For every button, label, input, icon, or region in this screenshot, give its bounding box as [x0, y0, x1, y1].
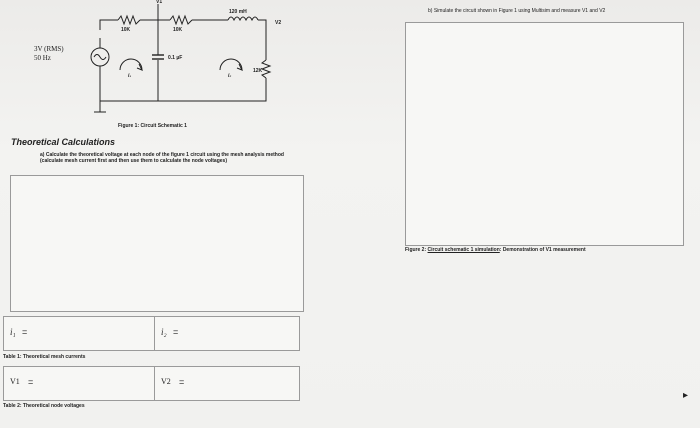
i1-label: i₁ [10, 327, 16, 337]
v1-label: V1 [10, 377, 20, 386]
v2-label: V2 [161, 377, 171, 386]
node-v1-label: V1 [156, 0, 163, 5]
table2-cell-v1[interactable] [4, 367, 151, 400]
resistor-r1-label: 10K [121, 27, 131, 33]
figure2-caption [405, 247, 586, 253]
table1-caption: Table 1: Theoretical mesh currents [3, 354, 86, 360]
node-v2-label: V2 [275, 20, 282, 26]
mesh-current-2-label: i₂ [228, 73, 232, 79]
i2-equals: = [173, 327, 179, 337]
table2-cell-v2[interactable] [155, 367, 299, 400]
mesh-current-1-label: i₁ [128, 73, 132, 79]
table1-cell-i1[interactable] [4, 317, 151, 350]
inductor-label: 120 mH [229, 9, 247, 15]
table2-caption: Table 2: Theoretical node voltages [3, 403, 85, 409]
i2-label: i₂ [161, 327, 167, 337]
table2-node-voltages [3, 366, 300, 401]
capacitor-label: 0.1 µF [168, 55, 183, 61]
calculation-answer-box[interactable] [10, 175, 304, 312]
figure2-caption-underlined: Circuit schematic 1 simulation [427, 247, 500, 253]
figure1-caption: Figure 1: Circuit Schematic 1 [118, 123, 187, 129]
source-voltage: 3V (RMS) [34, 45, 64, 53]
source-label [34, 45, 64, 63]
v1-equals: = [28, 377, 34, 387]
part-a-instructions: a) Calculate the theoretical voltage at each node of the figure 1 circuit using the mesh analysis method (calculate mesh current first and then use them to calculate the node voltages) [40, 152, 284, 164]
table1-mesh-currents [3, 316, 300, 351]
figure2-caption-start: Figure 2: [405, 247, 428, 253]
figure2-caption-end: : Demonstration of V1 measurement [499, 247, 586, 253]
table1-cell-i2[interactable] [155, 317, 299, 350]
mouse-cursor-icon: ▸ [683, 390, 689, 401]
part-b-instructions: b) Simulate the circuit shown in Figure 1 using Multisim and measure V1 and V2 [428, 8, 606, 14]
i1-equals: = [22, 327, 28, 337]
resistor-r3-label: 12K [253, 68, 263, 74]
source-frequency: 50 Hz [34, 54, 51, 62]
resistor-r2-label: 10K [173, 27, 183, 33]
section-title: Theoretical Calculations [11, 137, 116, 147]
v2-equals: = [179, 377, 185, 387]
simulation-screenshot-box[interactable] [405, 22, 684, 246]
